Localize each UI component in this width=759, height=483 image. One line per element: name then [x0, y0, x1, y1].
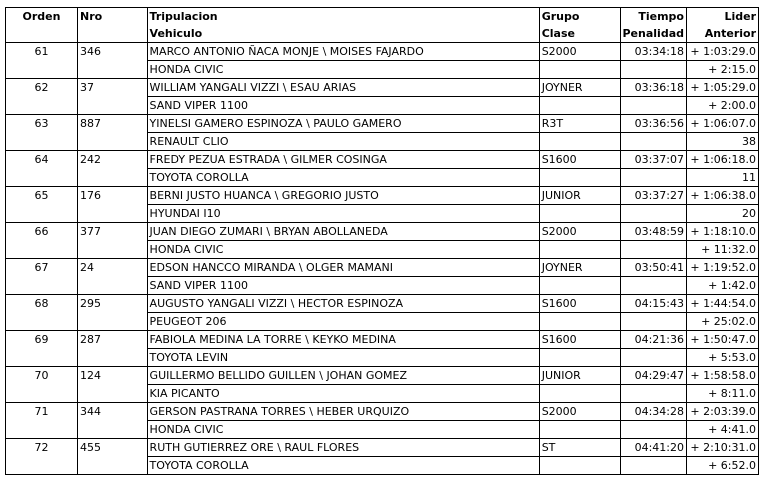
clase-cell	[539, 457, 620, 475]
lider-cell: + 1:44:54.0	[687, 295, 759, 313]
header-vehiculo: Vehiculo	[147, 25, 539, 43]
tiempo-cell: 04:34:28	[620, 403, 687, 421]
penalidad-cell	[620, 205, 687, 223]
result-row-crew	[6, 367, 759, 385]
clase-cell	[539, 133, 620, 151]
nro-cell: 887	[78, 115, 148, 151]
clase-cell	[539, 313, 620, 331]
lider-cell: + 1:58:58.0	[687, 367, 759, 385]
vehiculo-cell: RENAULT CLIO	[147, 133, 539, 151]
grupo-cell: JOYNER	[539, 259, 620, 277]
tiempo-cell: 03:48:59	[620, 223, 687, 241]
result-row-crew	[6, 439, 759, 457]
vehiculo-cell: KIA PICANTO	[147, 385, 539, 403]
vehiculo-cell: HONDA CIVIC	[147, 421, 539, 439]
orden-cell: 66	[6, 223, 78, 259]
vehiculo-cell: TOYOTA COROLLA	[147, 457, 539, 475]
vehiculo-cell: TOYOTA COROLLA	[147, 169, 539, 187]
lider-cell: + 1:18:10.0	[687, 223, 759, 241]
vehiculo-cell: HONDA CIVIC	[147, 61, 539, 79]
grupo-cell: JOYNER	[539, 79, 620, 97]
vehiculo-cell: HONDA CIVIC	[147, 241, 539, 259]
anterior-cell: 11	[687, 169, 759, 187]
vehiculo-cell: PEUGEOT 206	[147, 313, 539, 331]
penalidad-cell	[620, 385, 687, 403]
nro-cell: 346	[78, 43, 148, 79]
penalidad-cell	[620, 421, 687, 439]
orden-cell: 65	[6, 187, 78, 223]
orden-cell: 72	[6, 439, 78, 475]
orden-cell: 61	[6, 43, 78, 79]
penalidad-cell	[620, 61, 687, 79]
header-tiempo: Tiempo	[620, 8, 687, 26]
orden-cell: 64	[6, 151, 78, 187]
tripulacion-cell: JUAN DIEGO ZUMARI \ BRYAN ABOLLANEDA	[147, 223, 539, 241]
lider-cell: + 1:19:52.0	[687, 259, 759, 277]
results-table	[5, 7, 759, 475]
anterior-cell: + 2:00.0	[687, 97, 759, 115]
nro-cell: 24	[78, 259, 148, 295]
grupo-cell: JUNIOR	[539, 367, 620, 385]
anterior-cell: + 4:41.0	[687, 421, 759, 439]
header-orden: Orden	[6, 8, 78, 43]
tiempo-cell: 04:41:20	[620, 439, 687, 457]
lider-cell: + 2:10:31.0	[687, 439, 759, 457]
result-row-crew	[6, 403, 759, 421]
nro-cell: 287	[78, 331, 148, 367]
grupo-cell: S2000	[539, 403, 620, 421]
penalidad-cell	[620, 349, 687, 367]
result-row-crew	[6, 43, 759, 61]
grupo-cell: JUNIOR	[539, 187, 620, 205]
nro-cell: 344	[78, 403, 148, 439]
nro-cell: 124	[78, 367, 148, 403]
grupo-cell: R3T	[539, 115, 620, 133]
penalidad-cell	[620, 277, 687, 295]
clase-cell	[539, 241, 620, 259]
clase-cell	[539, 349, 620, 367]
tripulacion-cell: MARCO ANTONIO ÑACA MONJE \ MOISES FAJARDO	[147, 43, 539, 61]
tiempo-cell: 04:29:47	[620, 367, 687, 385]
clase-cell	[539, 385, 620, 403]
header-lider: Lider	[687, 8, 759, 26]
result-row-crew	[6, 259, 759, 277]
tripulacion-cell: AUGUSTO YANGALI VIZZI \ HECTOR ESPINOZA	[147, 295, 539, 313]
header-clase: Clase	[539, 25, 620, 43]
nro-cell: 377	[78, 223, 148, 259]
tripulacion-cell: GERSON PASTRANA TORRES \ HEBER URQUIZO	[147, 403, 539, 421]
result-row-crew	[6, 223, 759, 241]
lider-cell: + 1:05:29.0	[687, 79, 759, 97]
lider-cell: + 1:06:38.0	[687, 187, 759, 205]
clase-cell	[539, 61, 620, 79]
results-table-container	[5, 7, 759, 475]
lider-cell: + 1:06:07.0	[687, 115, 759, 133]
orden-cell: 63	[6, 115, 78, 151]
vehiculo-cell: HYUNDAI I10	[147, 205, 539, 223]
clase-cell	[539, 421, 620, 439]
lider-cell: + 1:03:29.0	[687, 43, 759, 61]
anterior-cell: 20	[687, 205, 759, 223]
anterior-cell: + 6:52.0	[687, 457, 759, 475]
clase-cell	[539, 277, 620, 295]
tiempo-cell: 03:37:27	[620, 187, 687, 205]
penalidad-cell	[620, 457, 687, 475]
orden-cell: 62	[6, 79, 78, 115]
tripulacion-cell: FABIOLA MEDINA LA TORRE \ KEYKO MEDINA	[147, 331, 539, 349]
tripulacion-cell: BERNI JUSTO HUANCA \ GREGORIO JUSTO	[147, 187, 539, 205]
nro-cell: 455	[78, 439, 148, 475]
tripulacion-cell: FREDY PEZUA ESTRADA \ GILMER COSINGA	[147, 151, 539, 169]
anterior-cell: + 1:42.0	[687, 277, 759, 295]
nro-cell: 295	[78, 295, 148, 331]
anterior-cell: + 25:02.0	[687, 313, 759, 331]
penalidad-cell	[620, 133, 687, 151]
header-nro: Nro	[78, 8, 148, 43]
tiempo-cell: 03:34:18	[620, 43, 687, 61]
grupo-cell: S2000	[539, 43, 620, 61]
grupo-cell: S1600	[539, 295, 620, 313]
tripulacion-cell: WILLIAM YANGALI VIZZI \ ESAU ARIAS	[147, 79, 539, 97]
lider-cell: + 1:50:47.0	[687, 331, 759, 349]
result-row-crew	[6, 295, 759, 313]
vehiculo-cell: SAND VIPER 1100	[147, 97, 539, 115]
tripulacion-cell: RUTH GUTIERREZ ORE \ RAUL FLORES	[147, 439, 539, 457]
result-row-crew	[6, 151, 759, 169]
header-grupo: Grupo	[539, 8, 620, 26]
result-row-crew	[6, 115, 759, 133]
nro-cell: 37	[78, 79, 148, 115]
tiempo-cell: 03:50:41	[620, 259, 687, 277]
penalidad-cell	[620, 169, 687, 187]
tiempo-cell: 04:21:36	[620, 331, 687, 349]
anterior-cell: 38	[687, 133, 759, 151]
tripulacion-cell: GUILLERMO BELLIDO GUILLEN \ JOHAN GOMEZ	[147, 367, 539, 385]
orden-cell: 69	[6, 331, 78, 367]
result-row-crew	[6, 187, 759, 205]
tiempo-cell: 03:37:07	[620, 151, 687, 169]
clase-cell	[539, 169, 620, 187]
results-body	[6, 43, 759, 475]
orden-cell: 67	[6, 259, 78, 295]
orden-cell: 70	[6, 367, 78, 403]
tripulacion-cell: EDSON HANCCO MIRANDA \ OLGER MAMANI	[147, 259, 539, 277]
result-row-crew	[6, 79, 759, 97]
anterior-cell: + 8:11.0	[687, 385, 759, 403]
header-tripulacion: Tripulacion	[147, 8, 539, 26]
orden-cell: 71	[6, 403, 78, 439]
header-penalidad: Penalidad	[620, 25, 687, 43]
penalidad-cell	[620, 313, 687, 331]
clase-cell	[539, 205, 620, 223]
grupo-cell: S1600	[539, 151, 620, 169]
lider-cell: + 2:03:39.0	[687, 403, 759, 421]
grupo-cell: S1600	[539, 331, 620, 349]
tiempo-cell: 03:36:18	[620, 79, 687, 97]
header-anterior: Anterior	[687, 25, 759, 43]
anterior-cell: + 5:53.0	[687, 349, 759, 367]
anterior-cell: + 2:15.0	[687, 61, 759, 79]
anterior-cell: + 11:32.0	[687, 241, 759, 259]
result-row-crew	[6, 331, 759, 349]
grupo-cell: ST	[539, 439, 620, 457]
tiempo-cell: 03:36:56	[620, 115, 687, 133]
tripulacion-cell: YINELSI GAMERO ESPINOZA \ PAULO GAMERO	[147, 115, 539, 133]
vehiculo-cell: TOYOTA LEVIN	[147, 349, 539, 367]
penalidad-cell	[620, 97, 687, 115]
orden-cell: 68	[6, 295, 78, 331]
clase-cell	[539, 97, 620, 115]
vehiculo-cell: SAND VIPER 1100	[147, 277, 539, 295]
penalidad-cell	[620, 241, 687, 259]
nro-cell: 242	[78, 151, 148, 187]
nro-cell: 176	[78, 187, 148, 223]
header-row-top	[6, 8, 759, 26]
lider-cell: + 1:06:18.0	[687, 151, 759, 169]
tiempo-cell: 04:15:43	[620, 295, 687, 313]
grupo-cell: S2000	[539, 223, 620, 241]
